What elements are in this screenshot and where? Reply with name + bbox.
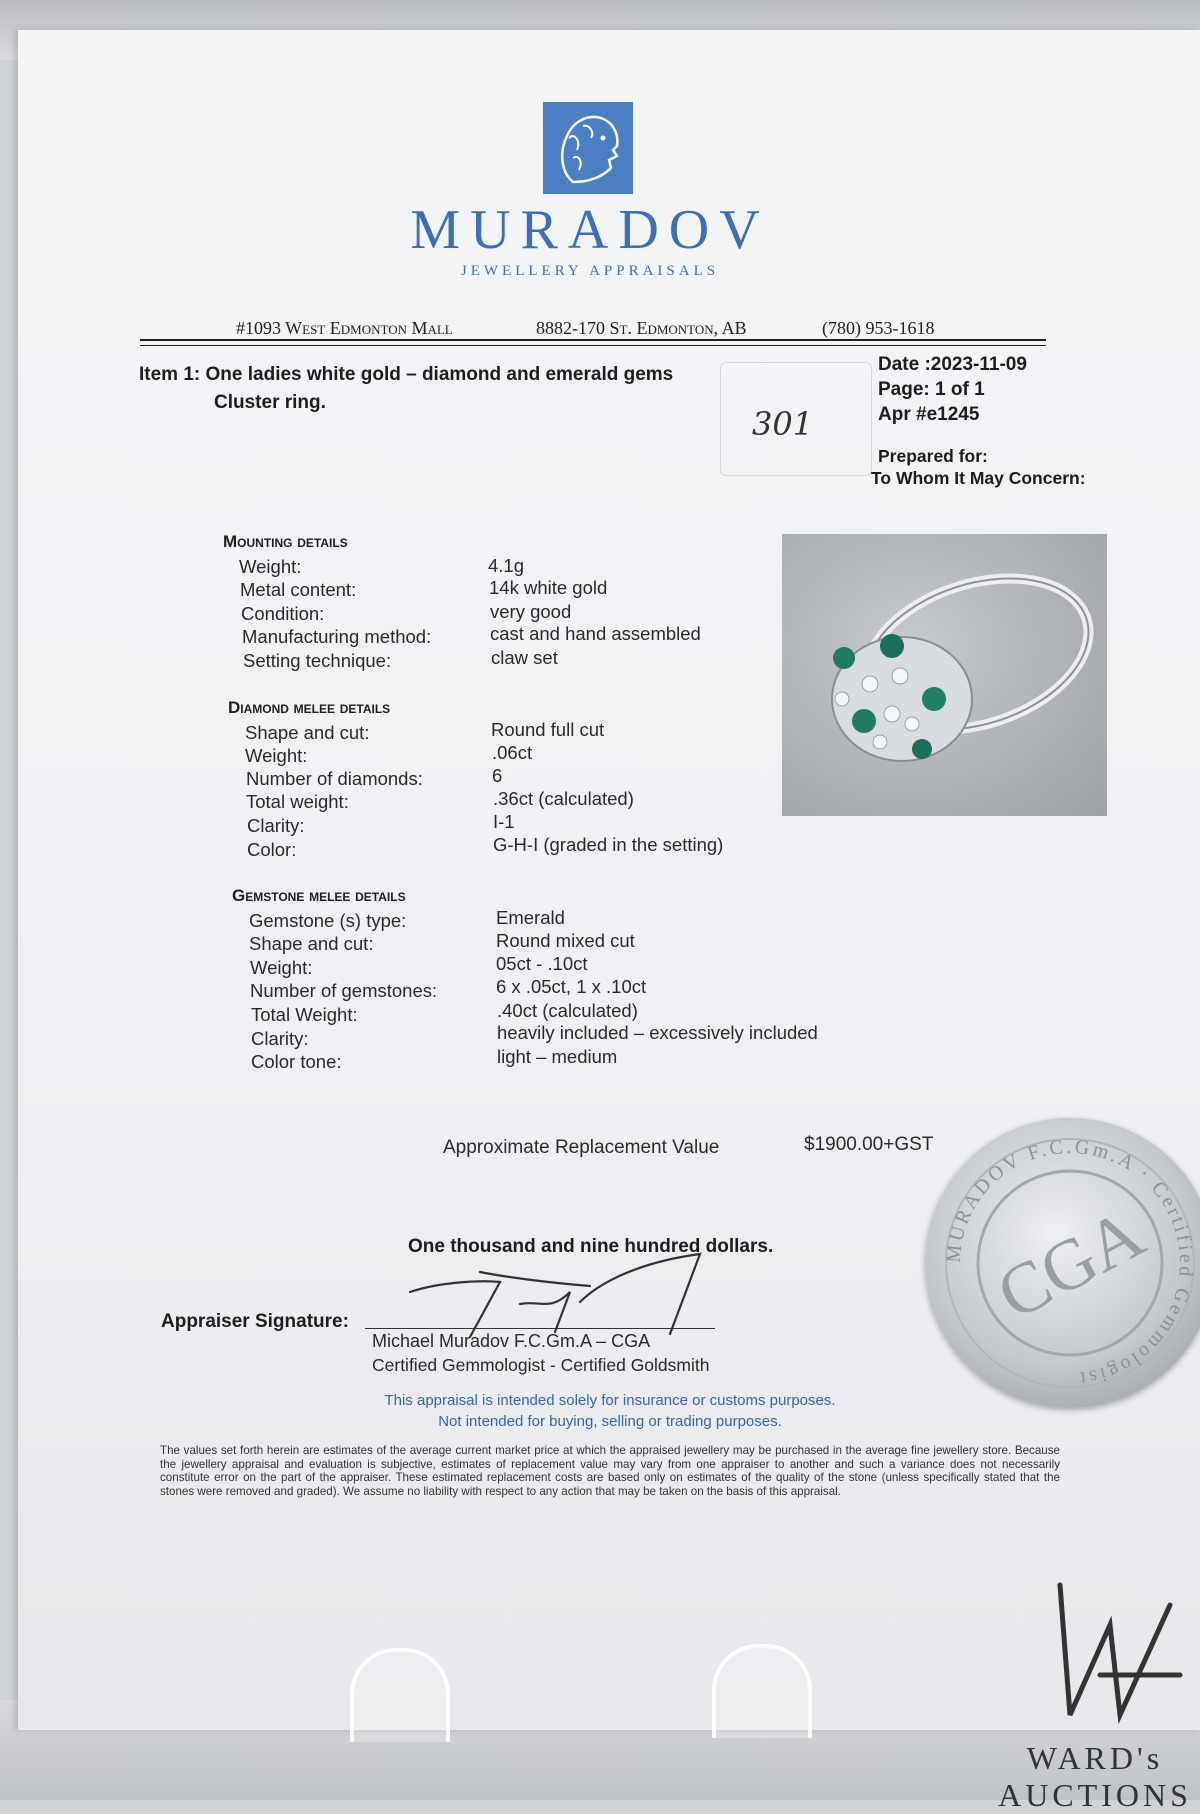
item-title: Item 1: One ladies white gold – diamond and emerald gems (139, 364, 674, 385)
gemstone-value: Round mixed cut (496, 930, 635, 951)
gemstone-value: 05ct - .10ct (496, 953, 588, 974)
item-title-continued: Cluster ring. (214, 392, 326, 413)
diamond-label: Weight: (245, 745, 308, 766)
diamond-value: Round full cut (491, 719, 605, 740)
handwritten-signature (400, 1252, 720, 1342)
lot-number: 301 (752, 405, 814, 443)
replacement-value-amount: $1900.00+GST (804, 1134, 934, 1155)
diamond-value: .36ct (calculated) (493, 788, 634, 809)
gemstone-value: heavily included – excessively included (497, 1022, 818, 1043)
lion-icon (543, 102, 633, 194)
diamond-heading: Diamond melee details (228, 698, 391, 717)
diamond-label: Number of diamonds: (246, 768, 423, 789)
value-in-words: One thousand and nine hundred dollars. (408, 1236, 774, 1257)
mounting-value: cast and hand assembled (490, 623, 701, 644)
diamond-label: Clarity: (247, 815, 305, 836)
appraiser-name: Michael Muradov F.C.Gm.A – CGA (372, 1331, 651, 1351)
mounting-value: claw set (491, 647, 558, 668)
prepared-for-recipient: To Whom It May Concern: (871, 468, 1086, 488)
gemstone-value: .40ct (calculated) (497, 1000, 638, 1021)
gemstone-heading: Gemstone melee details (232, 886, 406, 905)
gemstone-label: Shape and cut: (249, 933, 374, 954)
appraisal-number: Apr #e1245 (878, 404, 980, 425)
diamond-value: G-H-I (graded in the setting) (493, 834, 724, 855)
mounting-value: very good (490, 601, 572, 622)
diamond-value: 6 (492, 765, 503, 786)
diamond-value: I-1 (493, 811, 515, 832)
gemstone-label: Number of gemstones: (250, 980, 438, 1001)
ring-photo (782, 534, 1107, 816)
mounting-label: Condition: (241, 603, 325, 624)
display-clip-right (712, 1644, 812, 1738)
ring-image (782, 534, 1107, 816)
seal-ring-text: MURADOV F.C.Gm.A · Certified Gemmologist (942, 1135, 1198, 1390)
gemstone-label: Color tone: (251, 1051, 342, 1072)
gemstone-value: Emerald (496, 907, 565, 928)
header-rule (140, 339, 1046, 341)
address-mall: #1093 West Edmonton Mall (236, 318, 453, 338)
wards-logo-icon (1040, 1565, 1190, 1735)
gemstone-label: Weight: (250, 957, 313, 978)
lion-logo (543, 102, 633, 194)
display-clip-left (350, 1648, 450, 1742)
gemstone-label: Total Weight: (251, 1004, 358, 1025)
brand-name: MURADOV (410, 199, 770, 261)
mounting-label: Weight: (239, 556, 302, 577)
gemstone-value: light – medium (497, 1046, 618, 1067)
mounting-label: Metal content: (240, 579, 357, 600)
wards-auctions-watermark: WARD's AUCTIONS (998, 1740, 1192, 1813)
page-count: Page: 1 of 1 (878, 379, 985, 400)
diamond-label: Color: (247, 839, 297, 860)
brand-subtitle: JEWELLERY APPRAISALS (460, 263, 720, 279)
diamond-label: Total weight: (246, 791, 349, 812)
seal-cga-text: CGA (984, 1192, 1157, 1335)
header-rule-thin (140, 345, 1046, 346)
signature-label: Appraiser Signature: (161, 1311, 349, 1332)
gemstone-label: Clarity: (251, 1028, 309, 1049)
trading-notice: Not intended for buying, selling or trading purposes. (438, 1413, 782, 1430)
address-street: 8882-170 St. Edmonton, AB (536, 318, 747, 338)
prepared-for-label: Prepared for: (878, 446, 988, 466)
mounting-value: 4.1g (488, 555, 525, 576)
phone-number: (780) 953-1618 (822, 318, 935, 338)
mounting-heading: Mounting details (223, 532, 348, 551)
insurance-notice: This appraisal is intended solely for insurance or customs purposes. (384, 1392, 836, 1409)
mounting-label: Manufacturing method: (242, 626, 432, 647)
mounting-label: Setting technique: (243, 650, 392, 671)
appraiser-credentials: Certified Gemmologist - Certified Goldsmith (372, 1355, 710, 1375)
replacement-value-label: Approximate Replacement Value (443, 1137, 720, 1158)
disclaimer-text: The values set forth herein are estimates of the average current market price at which the appraised jewellery may be purchased in the average fine jewellery store. Because the jewellery appraisal and evaluation is subjective, estimates of replacement value may vary from one appraiser to another and such a variance does not necessarily constitute error on the part of the appraiser. These estimated replacement costs are based only on estimates of the quality of the stone (unless specifically stated that the stones were removed and graded). We assume no liability with respect to any action that may be taken on the basis of this appraisal. (160, 1444, 1060, 1498)
gemstone-value: 6 x .05ct, 1 x .10ct (496, 976, 647, 997)
mounting-value: 14k white gold (489, 577, 608, 598)
cga-seal (925, 1118, 1200, 1408)
gemstone-label: Gemstone (s) type: (249, 910, 407, 931)
seal-emboss-icon (925, 1118, 1200, 1408)
appraisal-date: Date :2023-11-09 (878, 354, 1027, 375)
diamond-label: Shape and cut: (245, 722, 370, 743)
diamond-value: .06ct (492, 742, 533, 763)
